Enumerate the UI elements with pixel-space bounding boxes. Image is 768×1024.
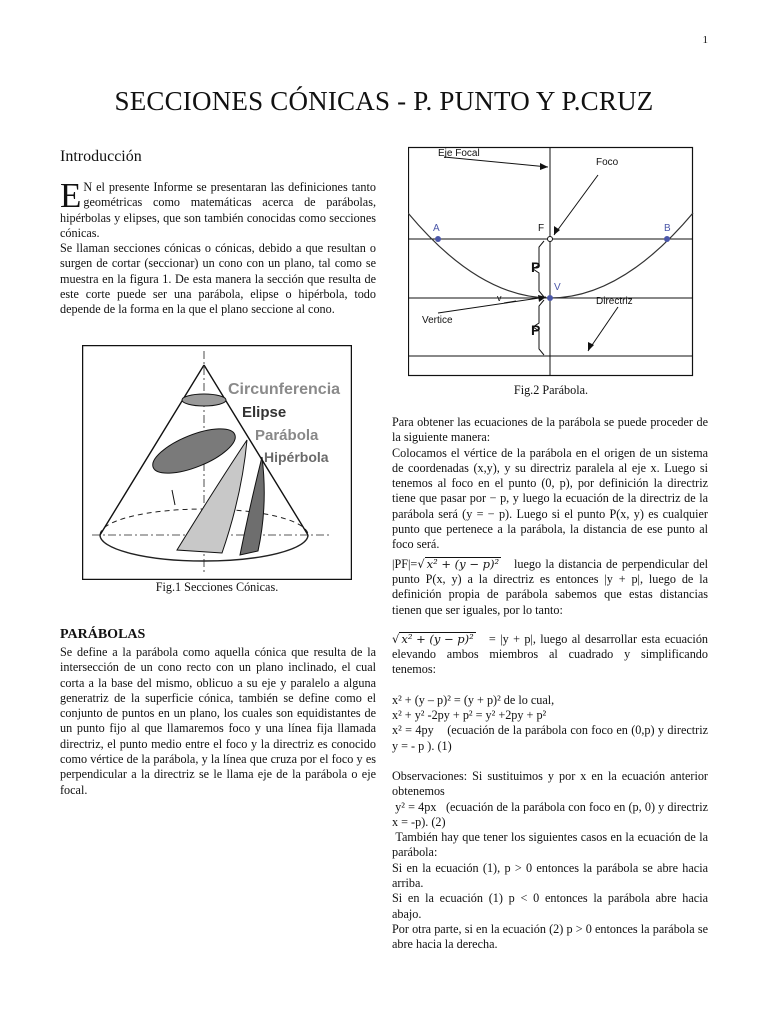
- label-point-f: F: [538, 223, 545, 234]
- right-paragraph-1: Para obtener las ecuaciones de la parábola se puede proceder de la siguiente manera:: [392, 415, 708, 445]
- case-3: Por otra parte, si en la ecuación (2) p > 0 entonces la parábola se abre hacia la derecha.: [392, 921, 708, 952]
- alg3-description: (ecuación de la parábola con foco en (0,p) y directriz y = - p ). (1): [392, 723, 709, 753]
- alg3-equation: x² = 4py: [392, 723, 434, 738]
- algebra-line-1: x² + (y – p)² = (y + p)² de lo cual,: [392, 692, 555, 707]
- pf-label: |PF|=: [392, 556, 418, 571]
- label-directriz: Directriz: [596, 296, 633, 307]
- equality-paragraph: [392, 632, 708, 678]
- observations-paragraph: Observaciones: Si sustituimos y por x en la ecuación anterior obtenemos: [392, 768, 708, 799]
- obs2-description: (ecuación de la parábola con foco en (p, 0) y directriz x = -p). (2): [392, 799, 709, 829]
- intro-paragraph-2: Se llaman secciones cónicas o cónicas, debido a que resultan o surgen de cortar (seccionar) un cono con un plano, tal como se muestra en la figura 1. De esta manera la sección que resulta de este corte puede ser una parábola, elipse o hipérbola, todo depende de la forma en la que el plano seccione al cono.: [60, 241, 376, 317]
- pf-after-text: luego la distancia de perpendicular del punto P(x, y) a la directriz es entonces |y + p|, luego de la definición propia de parábola sabemos que estas distancias tienen que ser iguales, por lo tanto:: [392, 556, 709, 617]
- label-p-lower: P: [531, 322, 541, 338]
- label-point-b: B: [664, 223, 671, 234]
- page-number: 1: [702, 34, 708, 46]
- case-1: Si en la ecuación (1), p > 0 entonces la parábola se abre hacia arriba.: [392, 860, 708, 891]
- figure-1-caption: Fig.1 Secciones Cónicas.: [155, 580, 279, 594]
- label-circunferencia: Circunferencia: [228, 381, 341, 398]
- parabolas-text: Se define a la parábola como aquella cónica que resulta de la intersección de un cono recto con un plano inclinado, el cual corta a la base del mismo, oblicuo a su eje y paralelo a alguna generatriz de la superficie cónica, también se define como el conjunto de puntos en un plano, los cuales son equidistantes de un punto fijo al que llamaremos foco y una línea fija llamada directriz, el punto medio entre el foco y la directriz es conocido como vértice de la parábola, y la línea que cruza por el foco y es perpendicular a la directriz se le llama eje de la parábola o eje focal.: [60, 645, 376, 797]
- drop-cap: E: [60, 176, 82, 215]
- sqrt-radical-1: √: [417, 556, 425, 571]
- sqrt-expression-1: x² + (y − p)²: [426, 556, 500, 571]
- observations-equation: [392, 800, 708, 831]
- intro-text: [60, 176, 376, 318]
- pf-distance-paragraph: [392, 557, 708, 618]
- intro-heading: Introducción: [60, 148, 142, 165]
- algebra-line-2: x² + y² -2py + p² = y² +2py + p²: [392, 708, 547, 723]
- label-elipse: Elipse: [242, 404, 287, 421]
- parabolas-heading: PARÁBOLAS: [60, 627, 146, 642]
- obs3-text: También hay que tener los siguientes casos en la ecuación de la parábola:: [392, 830, 709, 860]
- intro-paragraph-1: [60, 176, 376, 241]
- label-vertice: Vertice: [422, 315, 453, 326]
- case-2: Si en la ecuación (1) p < 0 entonces la parábola abre hacia abajo.: [392, 891, 708, 921]
- label-point-a: A: [433, 223, 440, 234]
- label-foco: Foco: [596, 157, 619, 168]
- figure-1-cone: [82, 345, 352, 580]
- sqrt-radical-2: √: [392, 631, 400, 646]
- parabola-diagram: [408, 145, 694, 377]
- label-eje-focal: Eje Focal: [438, 148, 480, 159]
- observations-cases-intro: [392, 830, 708, 861]
- right-paragraph-2: Colocamos el vértice de la parábola en el origen de un sistema de coordenadas (x,y), y su directriz paralela al eje x. Luego si tenemos al foco en el punto (0, p), por definición la directriz tiene que pasar por − p, y luego la ecuación de la directriz de la parábola será (y = − p). Luego si el punto P(x, y) es cualquier punto que pertenece a la parábola, la distancia de ese punto al foco será.: [392, 445, 708, 552]
- page-title: SECCIONES CÓNICAS - P. PUNTO Y P.CRUZ: [114, 86, 654, 116]
- figure-2-caption: Fig.2 Parábola.: [513, 383, 589, 397]
- label-parabola: Parábola: [255, 427, 319, 444]
- intro-p1-text: N el presente Informe se presentaran las definiciones tanto geométricas como matemáticas acerca de parábolas, hipérbolas y elipses, que son también conocidas como secciones cónicas.: [60, 180, 376, 240]
- algebra-line-3: [392, 723, 708, 754]
- eq-after-text: = |y + p|, luego al desarrollar esta ecuación elevando ambos miembros al cuadrado y simplificando tenemos:: [392, 631, 709, 677]
- label-point-v: V: [554, 282, 561, 293]
- figure-2-parabola: [408, 145, 694, 377]
- right-column-text: [392, 415, 708, 953]
- obs2-equation: y² = 4px: [395, 799, 437, 814]
- sqrt-expression-2: x² + (y − p)²: [401, 631, 474, 646]
- label-v-lower: v: [497, 293, 502, 303]
- label-p-upper: P: [531, 259, 541, 275]
- label-hiperbola: Hipérbola: [264, 449, 329, 465]
